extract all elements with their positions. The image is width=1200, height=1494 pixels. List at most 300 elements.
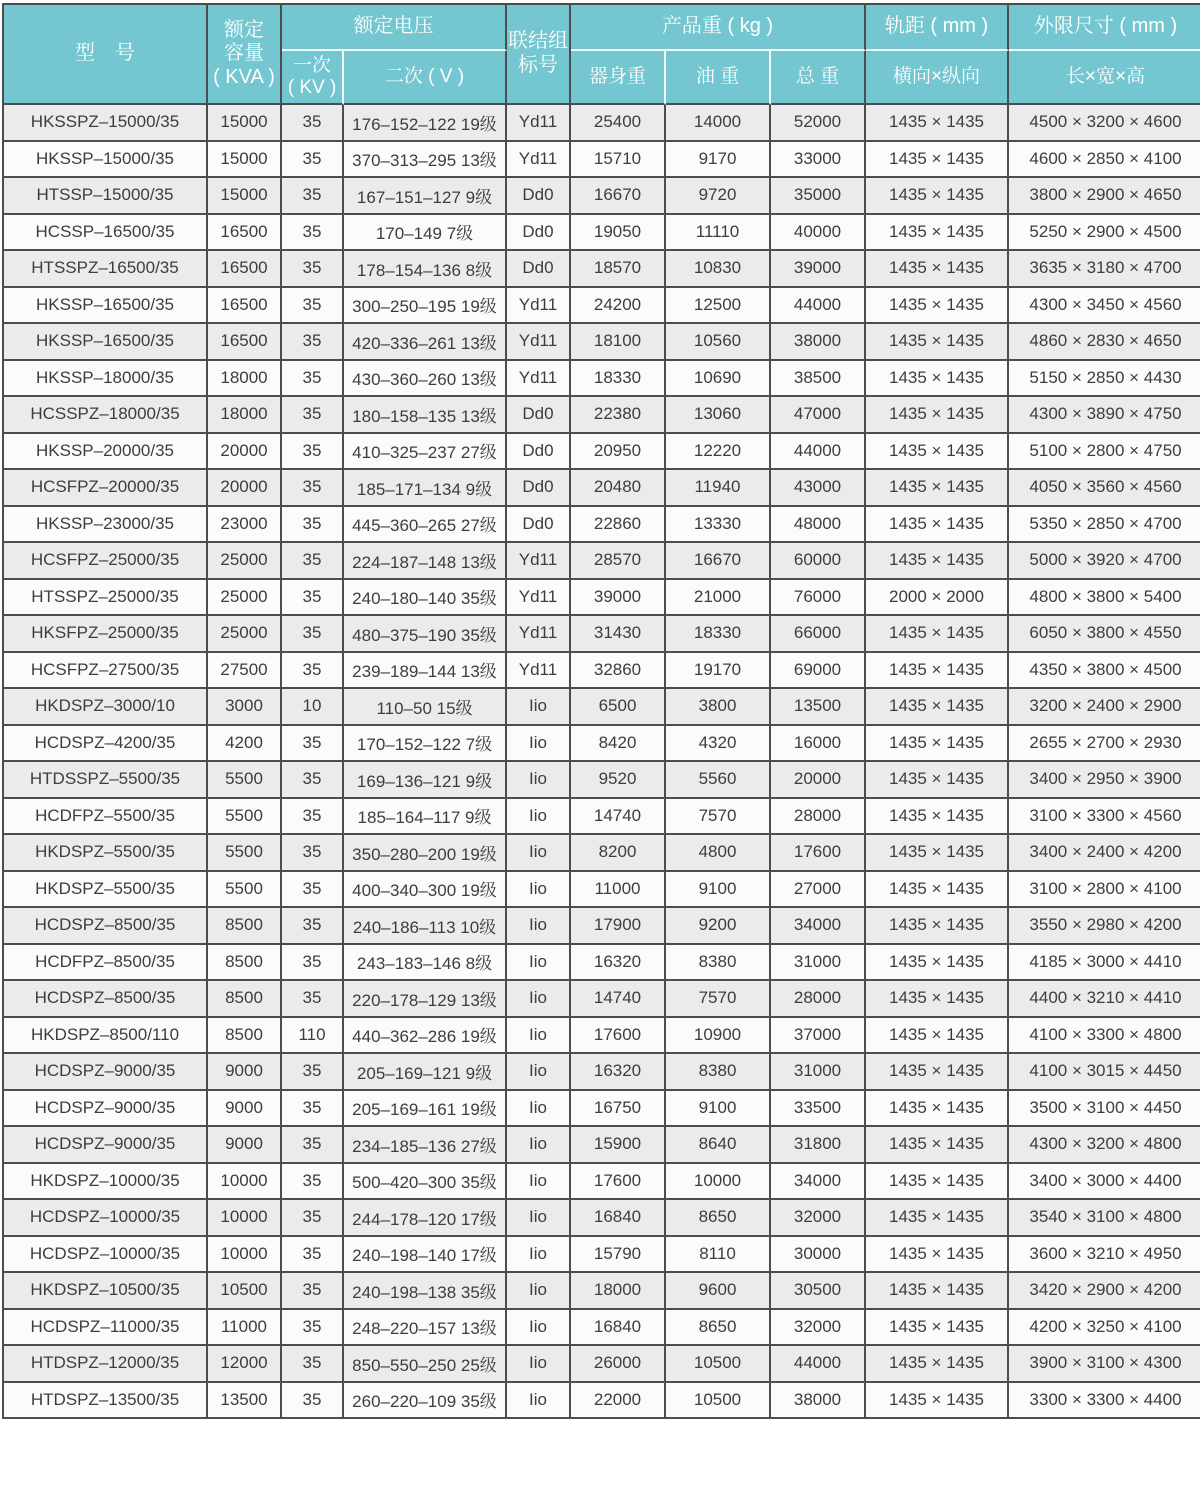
cell-total-weight: 44000	[771, 434, 866, 471]
cell-primary-voltage: 35	[282, 507, 344, 544]
cell-model: HKSSP–16500/35	[4, 288, 208, 325]
cell-body-weight: 14740	[571, 799, 666, 836]
cell-primary-voltage: 35	[282, 726, 344, 763]
cell-model: HCSFPZ–20000/35	[4, 470, 208, 507]
cell-total-weight: 40000	[771, 215, 866, 252]
cell-dimensions: 4100 × 3300 × 4800	[1009, 1018, 1200, 1055]
cell-gauge: 1435 × 1435	[866, 288, 1009, 325]
cell-primary-voltage: 35	[282, 1310, 344, 1347]
cell-model: HTDSPZ–13500/35	[4, 1383, 208, 1420]
cell-model: HCDSPZ–10000/35	[4, 1237, 208, 1274]
primary-label-line1: 一次	[292, 54, 331, 76]
cell-oil-weight: 9170	[666, 142, 771, 179]
cell-secondary-voltage: 110–50 15级	[344, 689, 507, 726]
cell-gauge: 2000 × 2000	[866, 580, 1009, 617]
cell-capacity: 18000	[208, 397, 282, 434]
cell-total-weight: 34000	[771, 908, 866, 945]
cell-oil-weight: 5560	[666, 762, 771, 799]
cell-capacity: 15000	[208, 178, 282, 215]
cell-capacity: 20000	[208, 470, 282, 507]
cell-oil-weight: 10000	[666, 1164, 771, 1201]
cell-capacity: 12000	[208, 1346, 282, 1383]
cell-model: HCSSP–16500/35	[4, 215, 208, 252]
cell-total-weight: 39000	[771, 251, 866, 288]
cell-secondary-voltage: 440–362–286 19级	[344, 1018, 507, 1055]
cell-model: HKDSPZ–5500/35	[4, 872, 208, 909]
cell-dimensions: 3420 × 2900 × 4200	[1009, 1273, 1200, 1310]
col-header-capacity	[208, 5, 282, 105]
cell-capacity: 25000	[208, 616, 282, 653]
table-row	[4, 1127, 1200, 1164]
cell-connection-symbol: Dd0	[507, 507, 571, 544]
cell-body-weight: 28570	[571, 543, 666, 580]
cell-body-weight: 8200	[571, 835, 666, 872]
cell-capacity: 9000	[208, 1091, 282, 1128]
cell-capacity: 10000	[208, 1164, 282, 1201]
capacity-label-line2: 容量	[224, 42, 264, 65]
table-row	[4, 762, 1200, 799]
cell-total-weight: 38000	[771, 324, 866, 361]
cell-primary-voltage: 35	[282, 762, 344, 799]
cell-gauge: 1435 × 1435	[866, 872, 1009, 909]
cell-secondary-voltage: 224–187–148 13级	[344, 543, 507, 580]
cell-body-weight: 22380	[571, 397, 666, 434]
table-row	[4, 1091, 1200, 1128]
cell-total-weight: 44000	[771, 288, 866, 325]
cell-body-weight: 15790	[571, 1237, 666, 1274]
table-row	[4, 105, 1200, 142]
cell-model: HKSSP–18000/35	[4, 361, 208, 398]
cell-secondary-voltage: 410–325–237 27级	[344, 434, 507, 471]
cell-oil-weight: 12220	[666, 434, 771, 471]
cell-connection-symbol: Yd11	[507, 543, 571, 580]
cell-secondary-voltage: 170–152–122 7级	[344, 726, 507, 763]
col-header-oil-weight: 油 重	[666, 51, 771, 105]
cell-dimensions: 3100 × 2800 × 4100	[1009, 872, 1200, 909]
col-header-connection-group	[507, 5, 571, 105]
cell-dimensions: 3550 × 2980 × 4200	[1009, 908, 1200, 945]
col-header-gauge-group: 轨距 ( mm )	[866, 5, 1009, 51]
cell-body-weight: 17600	[571, 1164, 666, 1201]
transformer-spec-table	[2, 3, 1200, 1419]
cell-oil-weight: 7570	[666, 981, 771, 1018]
cell-capacity: 25000	[208, 580, 282, 617]
cell-oil-weight: 10500	[666, 1346, 771, 1383]
cell-body-weight: 18570	[571, 251, 666, 288]
table-row	[4, 142, 1200, 179]
cell-total-weight: 47000	[771, 397, 866, 434]
cell-dimensions: 4300 × 3890 × 4750	[1009, 397, 1200, 434]
cell-model: HCDSPZ–4200/35	[4, 726, 208, 763]
cell-secondary-voltage: 445–360–265 27级	[344, 507, 507, 544]
cell-capacity: 4200	[208, 726, 282, 763]
cell-primary-voltage: 35	[282, 215, 344, 252]
cell-dimensions: 3540 × 3100 × 4800	[1009, 1200, 1200, 1237]
cell-body-weight: 16670	[571, 178, 666, 215]
cell-body-weight: 15900	[571, 1127, 666, 1164]
connection-label-line1: 联结组	[508, 30, 568, 53]
col-header-rated-voltage-group: 额定电压	[282, 5, 507, 51]
col-header-dimensions-sub: 长×宽×高	[1009, 51, 1200, 105]
table-row	[4, 288, 1200, 325]
table-row	[4, 835, 1200, 872]
cell-gauge: 1435 × 1435	[866, 1091, 1009, 1128]
cell-secondary-voltage: 260–220–109 35级	[344, 1383, 507, 1420]
cell-connection-symbol: Iio	[507, 872, 571, 909]
cell-dimensions: 4050 × 3560 × 4560	[1009, 470, 1200, 507]
cell-gauge: 1435 × 1435	[866, 981, 1009, 1018]
cell-primary-voltage: 10	[282, 689, 344, 726]
cell-primary-voltage: 35	[282, 543, 344, 580]
cell-oil-weight: 9100	[666, 872, 771, 909]
cell-gauge: 1435 × 1435	[866, 397, 1009, 434]
cell-gauge: 1435 × 1435	[866, 1127, 1009, 1164]
cell-oil-weight: 9200	[666, 908, 771, 945]
cell-dimensions: 3300 × 3300 × 4400	[1009, 1383, 1200, 1420]
cell-capacity: 23000	[208, 507, 282, 544]
cell-gauge: 1435 × 1435	[866, 945, 1009, 982]
cell-secondary-voltage: 240–198–140 17级	[344, 1237, 507, 1274]
cell-capacity: 16500	[208, 324, 282, 361]
cell-secondary-voltage: 243–183–146 8级	[344, 945, 507, 982]
cell-connection-symbol: Iio	[507, 1091, 571, 1128]
cell-body-weight: 26000	[571, 1346, 666, 1383]
table-row	[4, 1237, 1200, 1274]
cell-connection-symbol: Dd0	[507, 434, 571, 471]
cell-oil-weight: 8380	[666, 945, 771, 982]
cell-model: HCDSPZ–9000/35	[4, 1054, 208, 1091]
cell-dimensions: 3400 × 3000 × 4400	[1009, 1164, 1200, 1201]
cell-body-weight: 22860	[571, 507, 666, 544]
cell-body-weight: 6500	[571, 689, 666, 726]
cell-dimensions: 4100 × 3015 × 4450	[1009, 1054, 1200, 1091]
cell-gauge: 1435 × 1435	[866, 105, 1009, 142]
col-header-secondary-voltage: 二次 ( V )	[344, 51, 507, 105]
cell-gauge: 1435 × 1435	[866, 1018, 1009, 1055]
cell-oil-weight: 11940	[666, 470, 771, 507]
cell-connection-symbol: Iio	[507, 908, 571, 945]
cell-body-weight: 16750	[571, 1091, 666, 1128]
cell-capacity: 16500	[208, 251, 282, 288]
cell-secondary-voltage: 239–189–144 13级	[344, 653, 507, 690]
cell-oil-weight: 9100	[666, 1091, 771, 1128]
cell-oil-weight: 10560	[666, 324, 771, 361]
cell-dimensions: 3400 × 2950 × 3900	[1009, 762, 1200, 799]
cell-total-weight: 52000	[771, 105, 866, 142]
cell-secondary-voltage: 480–375–190 35级	[344, 616, 507, 653]
table-row	[4, 215, 1200, 252]
cell-gauge: 1435 × 1435	[866, 1383, 1009, 1420]
cell-dimensions: 4500 × 3200 × 4600	[1009, 105, 1200, 142]
table-row	[4, 872, 1200, 909]
cell-dimensions: 3100 × 3300 × 4560	[1009, 799, 1200, 836]
table-row	[4, 580, 1200, 617]
cell-model: HCDSPZ–8500/35	[4, 908, 208, 945]
cell-primary-voltage: 35	[282, 1273, 344, 1310]
cell-gauge: 1435 × 1435	[866, 215, 1009, 252]
cell-dimensions: 5150 × 2850 × 4430	[1009, 361, 1200, 398]
cell-connection-symbol: Yd11	[507, 580, 571, 617]
cell-secondary-voltage: 185–164–117 9级	[344, 799, 507, 836]
cell-body-weight: 11000	[571, 872, 666, 909]
cell-dimensions: 5000 × 3920 × 4700	[1009, 543, 1200, 580]
cell-total-weight: 17600	[771, 835, 866, 872]
cell-body-weight: 20480	[571, 470, 666, 507]
cell-gauge: 1435 × 1435	[866, 835, 1009, 872]
table-header	[4, 5, 1200, 105]
cell-dimensions: 3500 × 3100 × 4450	[1009, 1091, 1200, 1128]
cell-primary-voltage: 35	[282, 251, 344, 288]
cell-secondary-voltage: 240–180–140 35级	[344, 580, 507, 617]
cell-capacity: 5500	[208, 872, 282, 909]
cell-model: HTSSPZ–25000/35	[4, 580, 208, 617]
cell-capacity: 25000	[208, 543, 282, 580]
cell-body-weight: 16320	[571, 1054, 666, 1091]
table-row	[4, 397, 1200, 434]
cell-gauge: 1435 × 1435	[866, 178, 1009, 215]
cell-total-weight: 16000	[771, 726, 866, 763]
cell-dimensions: 3200 × 2400 × 2900	[1009, 689, 1200, 726]
cell-body-weight: 19050	[571, 215, 666, 252]
cell-secondary-voltage: 185–171–134 9级	[344, 470, 507, 507]
cell-total-weight: 33500	[771, 1091, 866, 1128]
cell-body-weight: 24200	[571, 288, 666, 325]
cell-primary-voltage: 35	[282, 1200, 344, 1237]
cell-connection-symbol: Iio	[507, 1310, 571, 1347]
cell-capacity: 18000	[208, 361, 282, 398]
cell-body-weight: 16840	[571, 1200, 666, 1237]
cell-secondary-voltage: 430–360–260 13级	[344, 361, 507, 398]
cell-dimensions: 4185 × 3000 × 4410	[1009, 945, 1200, 982]
cell-connection-symbol: Iio	[507, 1200, 571, 1237]
cell-oil-weight: 11110	[666, 215, 771, 252]
cell-connection-symbol: Iio	[507, 945, 571, 982]
cell-model: HKSSPZ–15000/35	[4, 105, 208, 142]
cell-capacity: 3000	[208, 689, 282, 726]
cell-secondary-voltage: 420–336–261 13级	[344, 324, 507, 361]
cell-secondary-voltage: 350–280–200 19级	[344, 835, 507, 872]
cell-model: HCDSPZ–8500/35	[4, 981, 208, 1018]
cell-model: HKSSP–20000/35	[4, 434, 208, 471]
cell-secondary-voltage: 248–220–157 13级	[344, 1310, 507, 1347]
table-row	[4, 1346, 1200, 1383]
table-row	[4, 981, 1200, 1018]
cell-primary-voltage: 35	[282, 799, 344, 836]
cell-primary-voltage: 35	[282, 653, 344, 690]
cell-gauge: 1435 × 1435	[866, 1273, 1009, 1310]
connection-label-line2: 标号	[518, 54, 558, 76]
cell-body-weight: 14740	[571, 981, 666, 1018]
cell-total-weight: 35000	[771, 178, 866, 215]
cell-oil-weight: 9600	[666, 1273, 771, 1310]
cell-connection-symbol: Yd11	[507, 653, 571, 690]
cell-model: HCDSPZ–9000/35	[4, 1127, 208, 1164]
cell-connection-symbol: Iio	[507, 1383, 571, 1420]
cell-capacity: 15000	[208, 105, 282, 142]
cell-model: HCDSPZ–11000/35	[4, 1310, 208, 1347]
cell-capacity: 13500	[208, 1383, 282, 1420]
cell-model: HCSFPZ–25000/35	[4, 543, 208, 580]
cell-dimensions: 4350 × 3800 × 4500	[1009, 653, 1200, 690]
cell-gauge: 1435 × 1435	[866, 543, 1009, 580]
cell-model: HCDFPZ–5500/35	[4, 799, 208, 836]
cell-secondary-voltage: 169–136–121 9级	[344, 762, 507, 799]
cell-total-weight: 43000	[771, 470, 866, 507]
cell-secondary-voltage: 370–313–295 13级	[344, 142, 507, 179]
cell-primary-voltage: 35	[282, 178, 344, 215]
cell-oil-weight: 4800	[666, 835, 771, 872]
cell-connection-symbol: Iio	[507, 1018, 571, 1055]
cell-total-weight: 13500	[771, 689, 866, 726]
cell-capacity: 8500	[208, 1018, 282, 1055]
cell-gauge: 1435 × 1435	[866, 1200, 1009, 1237]
cell-gauge: 1435 × 1435	[866, 616, 1009, 653]
cell-secondary-voltage: 234–185–136 27级	[344, 1127, 507, 1164]
table-row	[4, 1164, 1200, 1201]
cell-model: HKSSP–23000/35	[4, 507, 208, 544]
cell-secondary-voltage: 205–169–161 19级	[344, 1091, 507, 1128]
cell-dimensions: 4200 × 3250 × 4100	[1009, 1310, 1200, 1347]
col-header-product-weight-group: 产品重 ( kg )	[571, 5, 866, 51]
cell-oil-weight: 9720	[666, 178, 771, 215]
cell-connection-symbol: Yd11	[507, 105, 571, 142]
table-row	[4, 908, 1200, 945]
cell-connection-symbol: Yd11	[507, 361, 571, 398]
cell-total-weight: 48000	[771, 507, 866, 544]
cell-primary-voltage: 35	[282, 945, 344, 982]
cell-primary-voltage: 35	[282, 324, 344, 361]
cell-capacity: 10500	[208, 1273, 282, 1310]
cell-model: HKSFPZ–25000/35	[4, 616, 208, 653]
cell-connection-symbol: Dd0	[507, 470, 571, 507]
table-row	[4, 1018, 1200, 1055]
cell-total-weight: 38500	[771, 361, 866, 398]
cell-model: HCDSPZ–9000/35	[4, 1091, 208, 1128]
capacity-label-line1: 额定	[224, 18, 264, 41]
cell-oil-weight: 10690	[666, 361, 771, 398]
cell-primary-voltage: 35	[282, 981, 344, 1018]
cell-gauge: 1435 × 1435	[866, 1237, 1009, 1274]
cell-secondary-voltage: 244–178–120 17级	[344, 1200, 507, 1237]
col-header-body-weight: 器身重	[571, 51, 666, 105]
cell-total-weight: 76000	[771, 580, 866, 617]
primary-label-unit: ( KV )	[287, 77, 337, 98]
col-header-total-weight: 总 重	[771, 51, 866, 105]
cell-capacity: 5500	[208, 835, 282, 872]
cell-model: HCDSPZ–10000/35	[4, 1200, 208, 1237]
table-row	[4, 689, 1200, 726]
cell-primary-voltage: 35	[282, 1091, 344, 1128]
cell-connection-symbol: Yd11	[507, 616, 571, 653]
cell-connection-symbol: Yd11	[507, 288, 571, 325]
cell-gauge: 1435 × 1435	[866, 470, 1009, 507]
cell-connection-symbol: Dd0	[507, 251, 571, 288]
cell-body-weight: 20950	[571, 434, 666, 471]
cell-oil-weight: 10500	[666, 1383, 771, 1420]
cell-total-weight: 31000	[771, 1054, 866, 1091]
cell-total-weight: 32000	[771, 1200, 866, 1237]
cell-primary-voltage: 35	[282, 105, 344, 142]
cell-gauge: 1435 × 1435	[866, 507, 1009, 544]
cell-body-weight: 39000	[571, 580, 666, 617]
cell-body-weight: 31430	[571, 616, 666, 653]
cell-total-weight: 44000	[771, 1346, 866, 1383]
cell-connection-symbol: Iio	[507, 762, 571, 799]
spec-table-body	[4, 105, 1200, 1419]
cell-connection-symbol: Iio	[507, 981, 571, 1018]
cell-gauge: 1435 × 1435	[866, 762, 1009, 799]
cell-capacity: 9000	[208, 1127, 282, 1164]
cell-secondary-voltage: 850–550–250 25级	[344, 1346, 507, 1383]
cell-oil-weight: 3800	[666, 689, 771, 726]
table-row	[4, 543, 1200, 580]
cell-body-weight: 17900	[571, 908, 666, 945]
cell-secondary-voltage: 167–151–127 9级	[344, 178, 507, 215]
cell-model: HKDSPZ–10500/35	[4, 1273, 208, 1310]
cell-connection-symbol: Iio	[507, 1127, 571, 1164]
cell-body-weight: 16320	[571, 945, 666, 982]
cell-capacity: 16500	[208, 288, 282, 325]
cell-total-weight: 34000	[771, 1164, 866, 1201]
cell-dimensions: 3400 × 2400 × 4200	[1009, 835, 1200, 872]
capacity-label-unit: ( KVA )	[213, 65, 275, 88]
header-row-groups	[4, 5, 1200, 51]
cell-gauge: 1435 × 1435	[866, 799, 1009, 836]
cell-primary-voltage: 35	[282, 1127, 344, 1164]
cell-capacity: 8500	[208, 908, 282, 945]
cell-secondary-voltage: 500–420–300 35级	[344, 1164, 507, 1201]
cell-oil-weight: 8110	[666, 1237, 771, 1274]
cell-connection-symbol: Iio	[507, 689, 571, 726]
cell-primary-voltage: 35	[282, 142, 344, 179]
cell-total-weight: 37000	[771, 1018, 866, 1055]
cell-gauge: 1435 × 1435	[866, 361, 1009, 398]
cell-primary-voltage: 35	[282, 872, 344, 909]
cell-capacity: 8500	[208, 945, 282, 982]
cell-primary-voltage: 35	[282, 288, 344, 325]
cell-secondary-voltage: 240–198–138 35级	[344, 1273, 507, 1310]
cell-total-weight: 66000	[771, 616, 866, 653]
table-row	[4, 1273, 1200, 1310]
cell-secondary-voltage: 178–154–136 8级	[344, 251, 507, 288]
table-row	[4, 653, 1200, 690]
cell-body-weight: 16840	[571, 1310, 666, 1347]
cell-primary-voltage: 35	[282, 1346, 344, 1383]
table-row	[4, 251, 1200, 288]
cell-gauge: 1435 × 1435	[866, 251, 1009, 288]
cell-connection-symbol: Yd11	[507, 142, 571, 179]
cell-total-weight: 27000	[771, 872, 866, 909]
cell-dimensions: 6050 × 3800 × 4550	[1009, 616, 1200, 653]
cell-primary-voltage: 35	[282, 580, 344, 617]
cell-oil-weight: 13330	[666, 507, 771, 544]
cell-oil-weight: 10830	[666, 251, 771, 288]
cell-dimensions: 5350 × 2850 × 4700	[1009, 507, 1200, 544]
col-header-model: 型 号	[4, 5, 208, 105]
cell-total-weight: 20000	[771, 762, 866, 799]
cell-model: HTDSSPZ–5500/35	[4, 762, 208, 799]
cell-gauge: 1435 × 1435	[866, 653, 1009, 690]
cell-total-weight: 30500	[771, 1273, 866, 1310]
cell-oil-weight: 8640	[666, 1127, 771, 1164]
table-row	[4, 799, 1200, 836]
cell-oil-weight: 7570	[666, 799, 771, 836]
cell-secondary-voltage: 205–169–121 9级	[344, 1054, 507, 1091]
cell-oil-weight: 14000	[666, 105, 771, 142]
cell-gauge: 1435 × 1435	[866, 689, 1009, 726]
cell-primary-voltage: 35	[282, 361, 344, 398]
cell-total-weight: 28000	[771, 799, 866, 836]
